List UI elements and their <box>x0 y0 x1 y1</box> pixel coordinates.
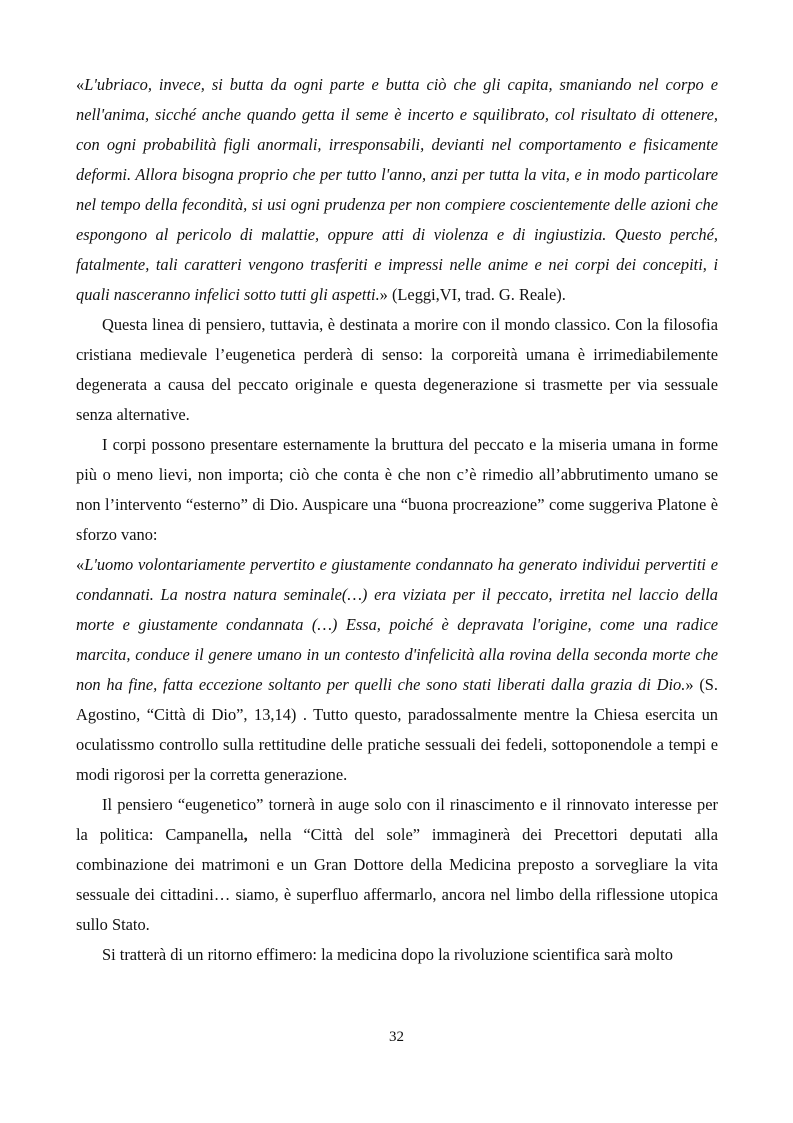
plato-quote-citation: » (Leggi,VI, trad. G. Reale). <box>379 285 566 304</box>
augustine-quote-citation: » (S. Agostino, “Città di Dio”, 13,14) . Tutto questo, paradossalmente mentre la Chiesa esercita un oculatissmo controllo sulla rettitudine delle pratiche sessuali dei fedeli, sottoponendole a tempi e modi rigorosi per la corretta generazione. <box>76 675 719 784</box>
bold-comma: , <box>243 825 248 844</box>
plato-quote-paragraph <box>76 70 718 310</box>
quote-open-mark: « <box>76 75 85 94</box>
augustine-quote-text: L'uomo volontariamente pervertito e giustamente condannato ha generato individui pervertiti e condannati. La nostra natura seminale(…) era viziata per il peccato, irretita nel laccio della morte e giustamente condannata (…) Essa, poiché è depravata l'origine, come una radice marcita, conduce il genere umano in un contesto d'infelicità alla rovina della seconda morte che non ha fine, fatta eccezione soltanto per quelli che sono stati liberati dalla grazia di Dio. <box>76 555 718 694</box>
renaissance-text-start: Il pensiero “eugenetico” tornerà in auge solo con il rinascimento e il rinnovato interesse per la politica: Campanella <box>76 795 718 844</box>
paragraph-ephemeral-return: Si tratterà di un ritorno effimero: la medicina dopo la rivoluzione scientifica sarà molto <box>102 945 673 964</box>
page-number: 32 <box>389 1029 404 1045</box>
quote-open-mark: « <box>76 555 85 574</box>
paragraph-bodies-sin: I corpi possono presentare esternamente la bruttura del peccato e la miseria umana in forme più o meno lievi, non importa; ciò che conta è che non c’è rimedio all’abbrutimento umano se non l’intervento “esterno” di Dio. Auspicare una “buona procreazione” come suggeriva Platone è sforzo vano: <box>76 435 718 544</box>
page-body <box>76 70 718 970</box>
renaissance-text-end: nella “Città del sole” immaginerà dei Precettori deputati alla combinazione dei matrimoni e un Gran Dottore della Medicina preposto a sorvegliare la vita sessuale dei cittadini… siamo, è superfluo affermarlo, ancora nel limbo della riflessione utopica sullo Stato. <box>76 825 718 934</box>
paragraph-classical-world: Questa linea di pensiero, tuttavia, è destinata a morire con il mondo classico. Con la filosofia cristiana medievale l’eugenetica perderà di senso: la corporeità umana è irrimediabilemente degenerata a causa del peccato originale e questa degenerazione si trasmette per via sessuale senza alternative. <box>76 315 718 424</box>
augustine-quote-paragraph <box>76 550 718 790</box>
paragraph-renaissance <box>76 790 718 940</box>
plato-quote-text: L'ubriaco, invece, si butta da ogni parte e butta ciò che gli capita, smaniando nel corpo e nell'anima, sicché anche quando getta il seme è incerto e squilibrato, col risultato di ottenere, con ogni probabilità figli anormali, irresponsabili, devianti nel comportamento e fisicamente deformi. Allora bisogna proprio che per tutto l'anno, anzi per tutta la vita, e in modo particolare nel tempo della fecondità, si usi ogni prudenza per non compiere coscientemente delle azioni che espongono al pericolo di malattie, oppure atti di violenza e di ingiustizia. Questo perché, fatalmente, tali caratteri vengono trasferiti e impressi nelle anime e nei corpi dei concepiti, i quali nasceranno infelici sotto tutti gli aspetti. <box>76 75 718 304</box>
